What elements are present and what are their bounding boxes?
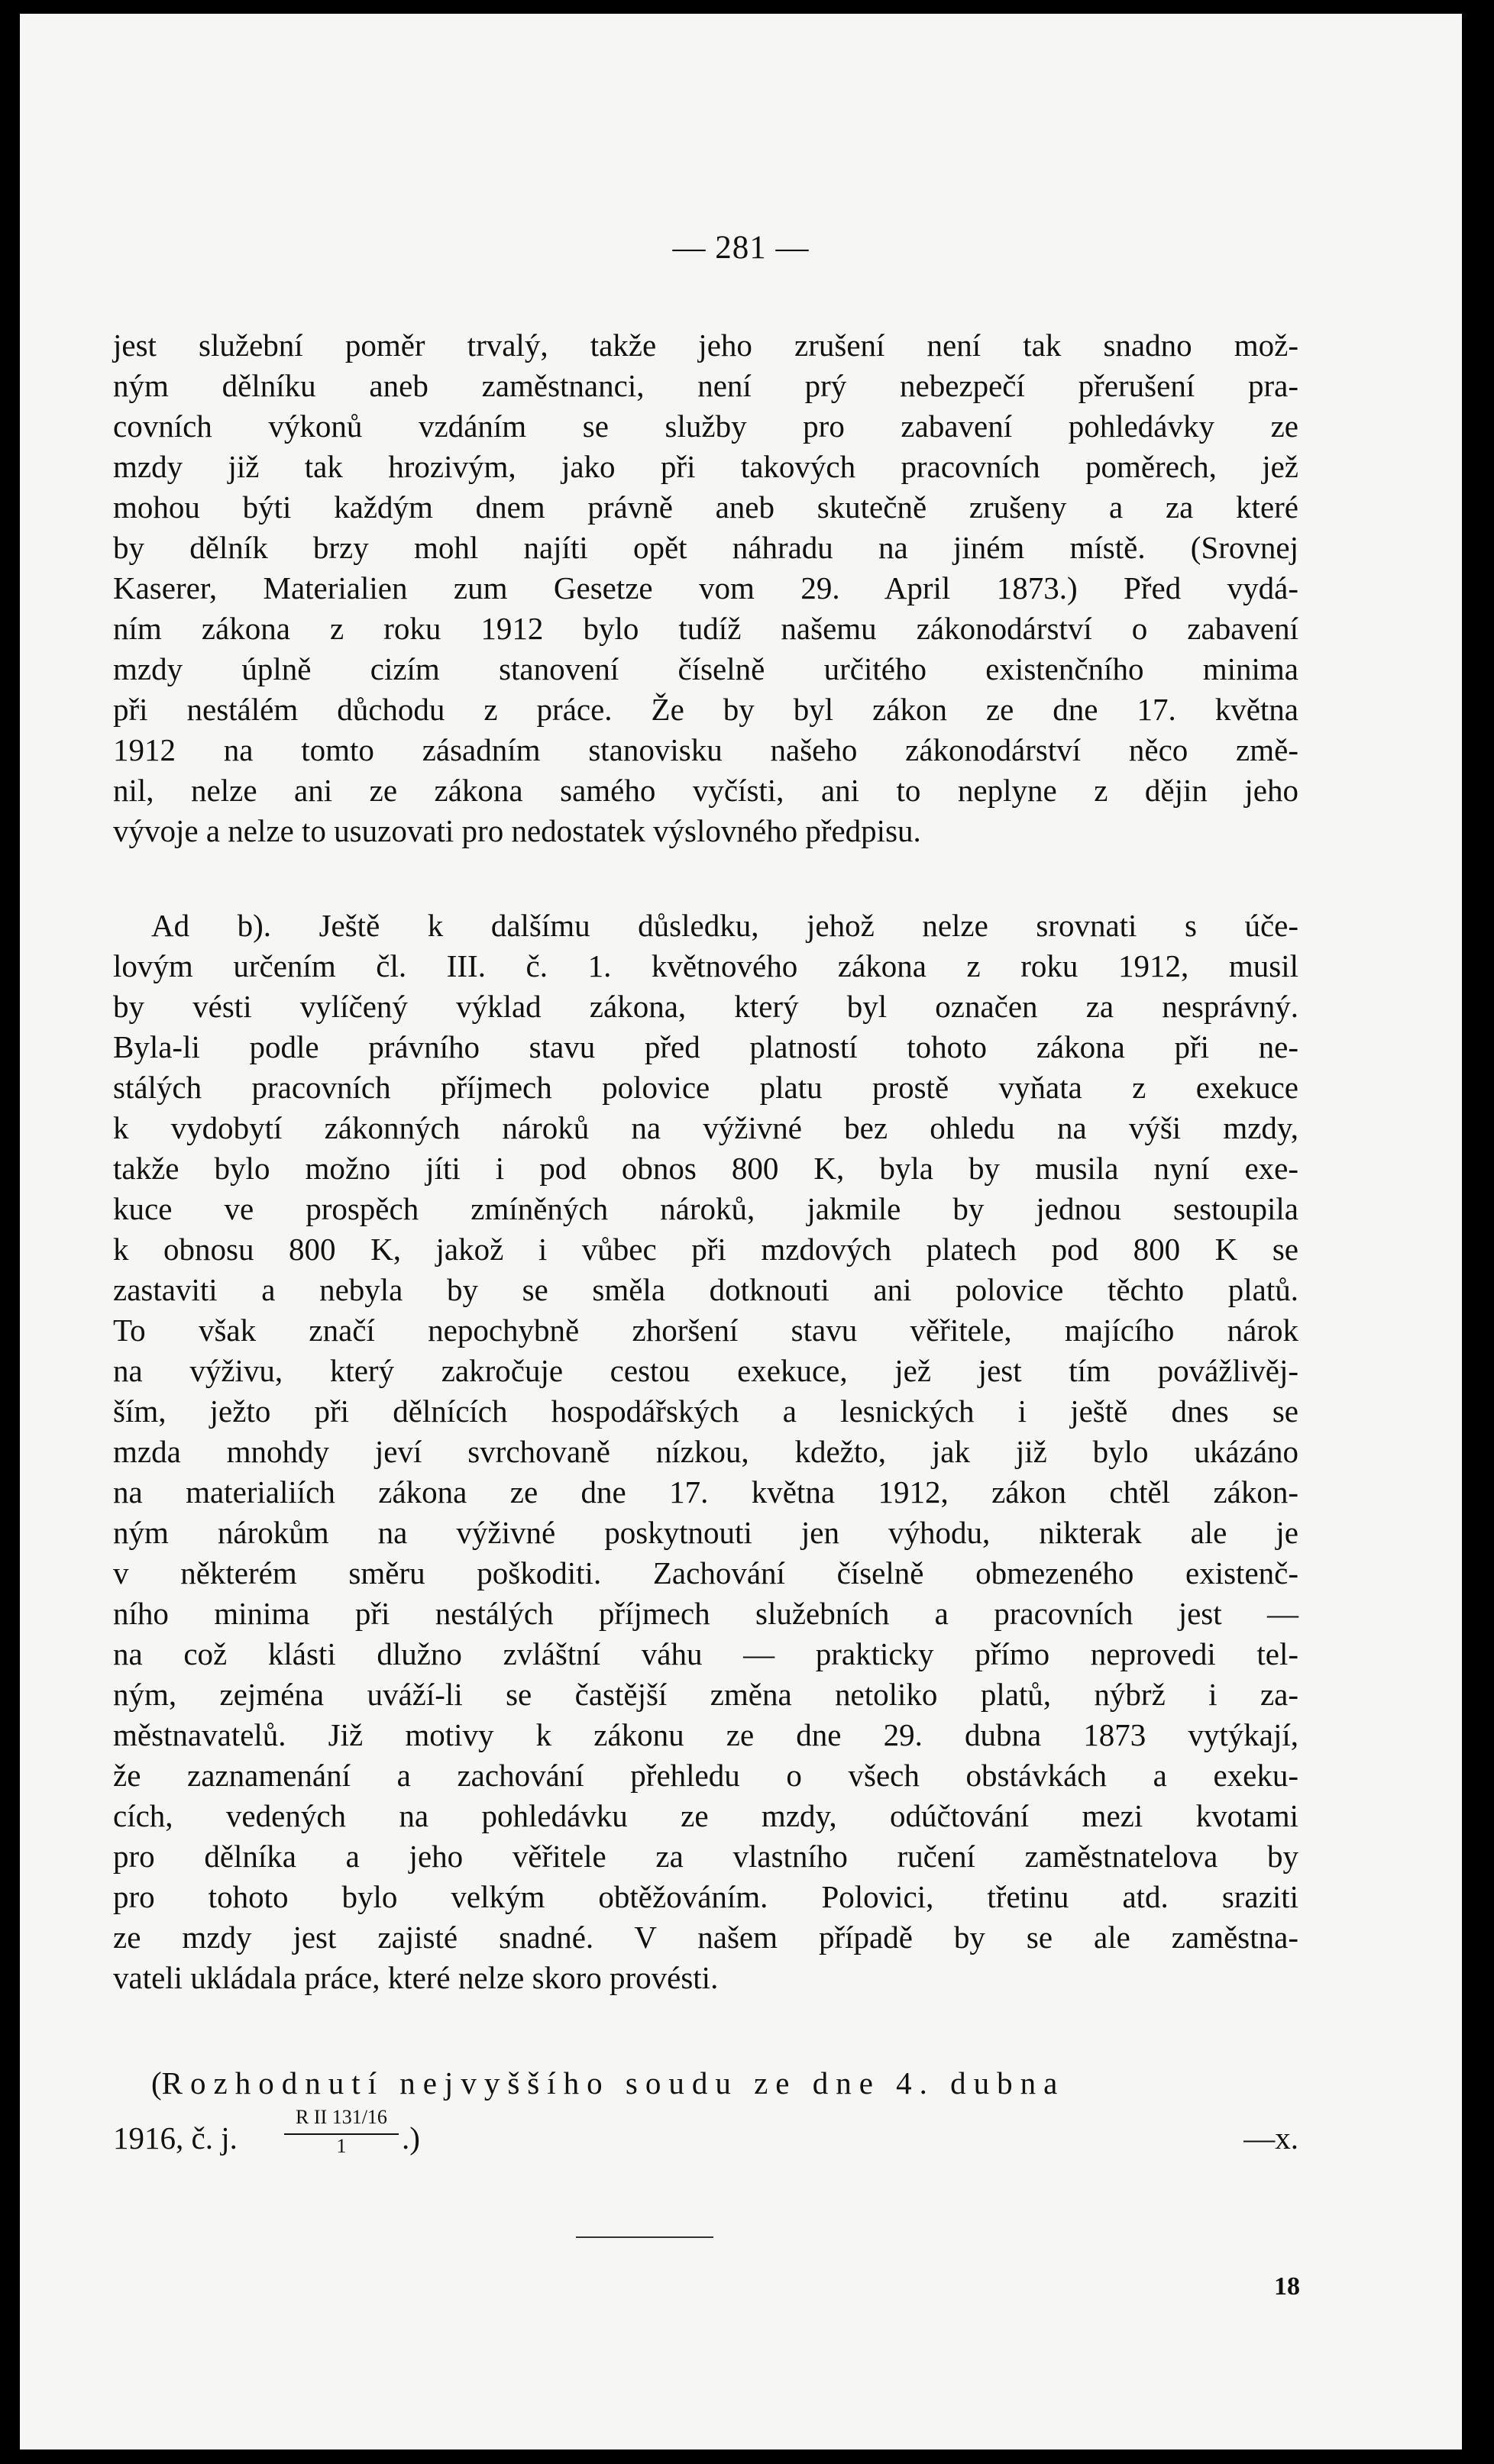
text-line: takže bylo možno jíti i pod obnos 800 K, byla by musila nyní exe- — [113, 1151, 1298, 1186]
text-line: To však značí nepochybně zhoršení stavu věřitele, majícího nárok — [113, 1313, 1298, 1348]
text-line: vateli ukládala práce, které nelze skoro provésti. — [113, 1960, 719, 1995]
text-line: pro dělníka a jeho věřitele za vlastního ručení zaměstnatelova by — [113, 1839, 1298, 1874]
text-line: by vésti vylíčený výklad zákona, který byl označen za nesprávný. — [113, 989, 1298, 1024]
text-line: lovým určením čl. III. č. 1. květnového zákona z roku 1912, musil — [113, 948, 1298, 983]
text-line: by dělník brzy mohl najíti opět náhradu na jiném místě. (Srovnej — [113, 530, 1298, 565]
text-line: Ad b). Ještě k dalšímu důsledku, jehož nelze srovnati s úče- — [151, 908, 1298, 943]
text-line: mzdy již tak hrozivým, jako při takových pracovních poměrech, jež — [113, 449, 1298, 484]
text-line: nil, nelze ani ze zákona samého vyčísti, ani to neplyne z dějin jeho — [113, 773, 1298, 808]
text-line: k obnosu 800 K, jakož i vůbec při mzdových platech pod 800 K se — [113, 1232, 1298, 1267]
text-line: na což klásti dlužno zvláštní váhu — prakticky přímo neprovedi tel- — [113, 1636, 1298, 1671]
text-line: ního minima při nestálých příjmech služebních a pracovních jest — — [113, 1596, 1298, 1631]
text-line: cích, vedených na pohledávku ze mzdy, odúčtování mezi kvotami — [113, 1798, 1298, 1833]
text-line: ným nárokům na výživné poskytnouti jen výhodu, nikterak ale je — [113, 1515, 1298, 1550]
text-line: Byla-li podle právního stavu před platností tohoto zákona při ne- — [113, 1029, 1298, 1064]
text-line: ze mzdy jest zajisté snadné. V našem případě by se ale zaměstna- — [113, 1920, 1298, 1955]
case-number-fraction — [284, 2104, 399, 2158]
text-line: 1912 na tomto zásadním stanovisku našeho zákonodárství něco změ- — [113, 732, 1298, 767]
text-line: stálých pracovních příjmech polovice platu prostě vyňata z exekuce — [113, 1070, 1298, 1105]
text-line: covních výkonů vzdáním se služby pro zabavení pohledávky ze — [113, 409, 1298, 444]
text-line: kuce ve prospěch zmíněných nároků, jakmile by jednou sestoupila — [113, 1191, 1298, 1226]
citation-close-paren: .) — [402, 2120, 420, 2156]
text-line: městnavatelů. Již motivy k zákonu ze dne 29. dubna 1873 vytýkají, — [113, 1717, 1298, 1752]
paragraph-2 — [113, 906, 1298, 1998]
text-line: v některém směru poškoditi. Zachování číselně obmezeného existenč- — [113, 1555, 1298, 1590]
citation-open-paren: ( — [151, 2065, 162, 2101]
text-line: zastaviti a nebyla by se směla dotknouti ani polovice těchto platů. — [113, 1272, 1298, 1307]
text-line: k vydobytí zákonných nároků na výživné bez ohledu na výši mzdy, — [113, 1110, 1298, 1145]
citation-year: 1916, č. j. — [113, 2120, 238, 2156]
text-line: mzdy úplně cizím stanovení číselně určitého existenčního minima — [113, 651, 1298, 686]
text-line: ním zákona z roku 1912 bylo tudíž našemu zákonodárství o zabavení — [113, 611, 1298, 646]
text-line: Kaserer, Materialien zum Gesetze vom 29. April 1873.) Před vydá- — [113, 570, 1298, 606]
text-line: pro tohoto bylo velkým obtěžováním. Polovici, třetinu atd. sraziti — [113, 1879, 1298, 1914]
text-line: ným, zejména uváží-li se častější změna netoliko platů, nýbrž i za- — [113, 1677, 1298, 1712]
citation-reference — [113, 2104, 1298, 2165]
case-number-denominator: 1 — [336, 2135, 347, 2157]
text-line: na výživu, který zakročuje cestou exekuce, jež jest tím povážlivěj- — [113, 1353, 1298, 1388]
text-line: na materialiích zákona ze dne 17. května 1912, zákon chtěl zákon- — [113, 1474, 1298, 1510]
case-number-numerator: R II 131/16 — [284, 2104, 399, 2135]
text-line: ným dělníku aneb zaměstnanci, není prý nebezpečí přerušení pra- — [113, 368, 1298, 403]
text-line: při nestálém důchodu z práce. Že by byl zákon ze dne 17. května — [113, 692, 1298, 727]
court-citation — [113, 2062, 1298, 2165]
text-line: vývoje a nelze to usuzovati pro nedostatek výslovného předpisu. — [113, 813, 921, 848]
separator-rule — [576, 2236, 713, 2238]
sheet-signature-number: 18 — [1274, 2272, 1300, 2301]
paragraph-1 — [113, 325, 1298, 851]
book-page — [20, 14, 1462, 2449]
citation-court: Rozhodnutí nejvyššího soudu ze dne 4. dubna — [161, 2065, 1066, 2101]
text-line: mohou býti každým dnem právně aneb skutečně zrušeny a za které — [113, 489, 1298, 525]
text-line: že zaznamenání a zachování přehledu o všech obstávkách a exeku- — [113, 1758, 1298, 1793]
page-number: — 281 — — [672, 230, 810, 266]
text-line: jest služební poměr trvalý, takže jeho zrušení není tak snadno mož- — [113, 328, 1298, 363]
text-line: ším, ježto při dělnících hospodářských a lesnických i ještě dnes se — [113, 1393, 1298, 1429]
citation-line — [113, 2062, 1298, 2104]
author-signature: —x. — [1243, 2120, 1298, 2156]
text-line: mzda mnohdy jeví svrchovaně nízkou, kdežto, jak již bylo ukázáno — [113, 1434, 1298, 1469]
